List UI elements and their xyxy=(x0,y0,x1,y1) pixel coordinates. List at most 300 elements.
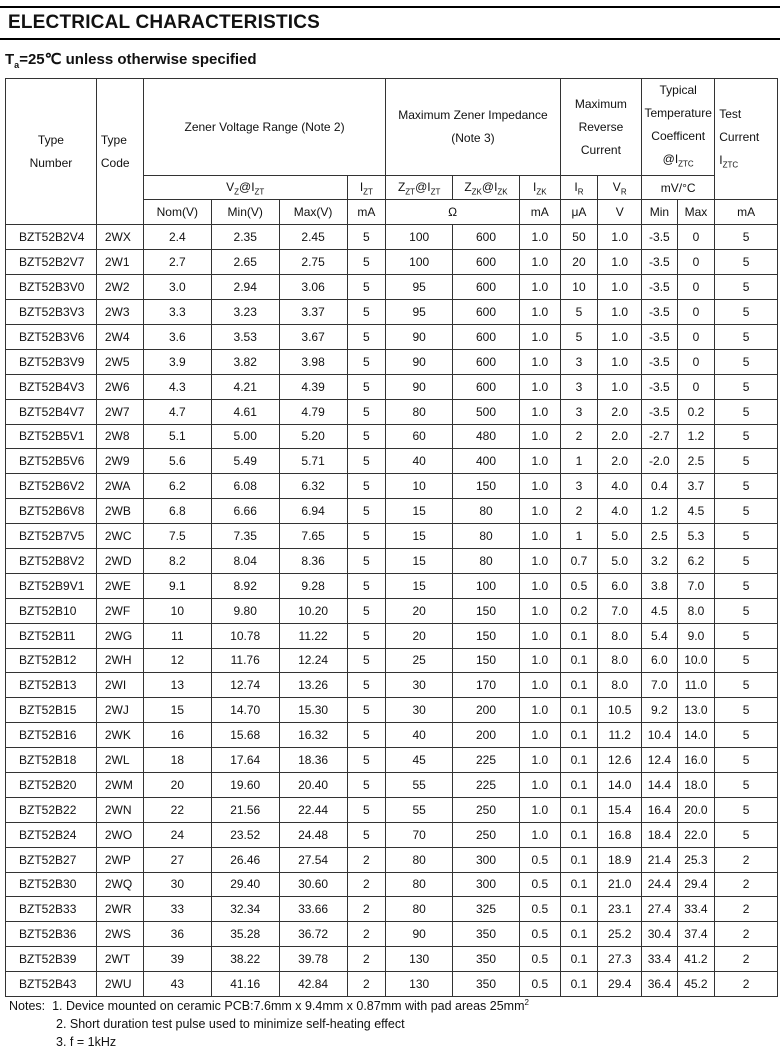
cell-zzk: 600 xyxy=(453,275,520,300)
cell-test-current: 5 xyxy=(715,623,778,648)
cell-vz-max: 15.30 xyxy=(279,698,347,723)
cell-vr: 25.2 xyxy=(598,922,642,947)
cell-type-number: BZT52B2V4 xyxy=(6,225,97,250)
cell-temp-max: 0 xyxy=(677,374,715,399)
cell-test-current: 5 xyxy=(715,474,778,499)
cell-vz-min: 17.64 xyxy=(211,748,279,773)
cell-vr: 16.8 xyxy=(598,822,642,847)
cell-temp-min: 2.5 xyxy=(642,524,678,549)
cell-vr: 5.0 xyxy=(598,524,642,549)
cell-izk: 1.0 xyxy=(519,524,560,549)
cell-ir: 3 xyxy=(560,374,598,399)
table-row xyxy=(6,847,778,872)
cell-type-number: BZT52B9V1 xyxy=(6,573,97,598)
cell-ir: 0.1 xyxy=(560,797,598,822)
cell-vz-max: 13.26 xyxy=(279,673,347,698)
cell-izt: 5 xyxy=(347,275,386,300)
table-row xyxy=(6,300,778,325)
cell-vz-max: 33.66 xyxy=(279,897,347,922)
cell-type-code: 2WX xyxy=(96,225,143,250)
cell-ir: 0.1 xyxy=(560,648,598,673)
cell-test-current: 5 xyxy=(715,673,778,698)
cell-vr: 8.0 xyxy=(598,623,642,648)
cell-temp-min: 36.4 xyxy=(642,972,678,997)
cell-izk: 1.0 xyxy=(519,748,560,773)
cell-ir: 10 xyxy=(560,275,598,300)
cell-vz-nom: 10 xyxy=(143,598,211,623)
cell-ir: 0.1 xyxy=(560,947,598,972)
cell-vz-nom: 27 xyxy=(143,847,211,872)
cell-vz-min: 8.92 xyxy=(211,573,279,598)
cell-test-current: 5 xyxy=(715,250,778,275)
cell-vz-nom: 18 xyxy=(143,748,211,773)
cell-zzk: 300 xyxy=(453,872,520,897)
cell-vz-max: 3.06 xyxy=(279,275,347,300)
cell-izk: 0.5 xyxy=(519,872,560,897)
table-row xyxy=(6,972,778,997)
cell-vr: 23.1 xyxy=(598,897,642,922)
cell-zzk: 350 xyxy=(453,922,520,947)
cell-vz-min: 38.22 xyxy=(211,947,279,972)
cell-temp-max: 29.4 xyxy=(677,872,715,897)
cell-izk: 1.0 xyxy=(519,698,560,723)
cell-ir: 20 xyxy=(560,250,598,275)
cell-vz-nom: 33 xyxy=(143,897,211,922)
cell-izt: 5 xyxy=(347,300,386,325)
cell-zzk: 600 xyxy=(453,374,520,399)
cell-temp-min: 33.4 xyxy=(642,947,678,972)
cell-test-current: 2 xyxy=(715,872,778,897)
unit-ma: mA xyxy=(347,200,386,225)
cell-zzt: 90 xyxy=(386,922,453,947)
electrical-characteristics-table xyxy=(5,78,778,997)
cell-test-current: 2 xyxy=(715,947,778,972)
cell-test-current: 5 xyxy=(715,499,778,524)
cell-vz-min: 14.70 xyxy=(211,698,279,723)
cell-test-current: 5 xyxy=(715,324,778,349)
cell-test-current: 5 xyxy=(715,698,778,723)
cell-izk: 1.0 xyxy=(519,673,560,698)
unit-v: V xyxy=(598,200,642,225)
section-title-bar xyxy=(0,6,780,40)
cell-vz-min: 4.61 xyxy=(211,399,279,424)
cell-vz-min: 6.08 xyxy=(211,474,279,499)
cell-izk: 1.0 xyxy=(519,648,560,673)
cell-vz-max: 3.67 xyxy=(279,324,347,349)
cell-zzt: 95 xyxy=(386,300,453,325)
cell-zzk: 325 xyxy=(453,897,520,922)
cell-izk: 1.0 xyxy=(519,772,560,797)
cell-zzk: 500 xyxy=(453,399,520,424)
cell-vz-nom: 39 xyxy=(143,947,211,972)
cell-temp-max: 3.7 xyxy=(677,474,715,499)
cell-vz-min: 10.78 xyxy=(211,623,279,648)
cell-test-current: 5 xyxy=(715,648,778,673)
cell-test-current: 5 xyxy=(715,723,778,748)
cell-temp-max: 25.3 xyxy=(677,847,715,872)
table-row xyxy=(6,250,778,275)
cell-zzk: 150 xyxy=(453,648,520,673)
cell-vr: 10.5 xyxy=(598,698,642,723)
param-ir: $I_R$ xyxy=(560,176,598,200)
cell-type-number: BZT52B3V9 xyxy=(6,349,97,374)
cell-ir: 5 xyxy=(560,300,598,325)
cell-type-number: BZT52B7V5 xyxy=(6,524,97,549)
note-3: 3. f = 1kHz xyxy=(56,1035,117,1050)
cell-temp-max: 20.0 xyxy=(677,797,715,822)
cell-vz-min: 12.74 xyxy=(211,673,279,698)
cell-type-number: BZT52B2V7 xyxy=(6,250,97,275)
cell-type-number: BZT52B16 xyxy=(6,723,97,748)
cell-vr: 2.0 xyxy=(598,399,642,424)
cell-type-code: 2WT xyxy=(96,947,143,972)
cell-temp-min: 0.4 xyxy=(642,474,678,499)
table-row xyxy=(6,797,778,822)
table-row xyxy=(6,897,778,922)
cell-vr: 1.0 xyxy=(598,300,642,325)
param-izk: $I_{ZK}$ xyxy=(519,176,560,200)
cell-temp-min: 30.4 xyxy=(642,922,678,947)
cell-temp-min: 5.4 xyxy=(642,623,678,648)
cell-vr: 18.9 xyxy=(598,847,642,872)
test-condition: $T_a=25℃$ unless otherwise specified xyxy=(5,51,257,70)
cell-izt: 5 xyxy=(347,374,386,399)
unit-nom: Nom(V) xyxy=(143,200,211,225)
param-zzk-at-izk: $Z_{ZK}@I_{ZK}$ xyxy=(453,176,520,200)
cell-zzk: 100 xyxy=(453,573,520,598)
cell-vz-nom: 20 xyxy=(143,772,211,797)
cell-zzk: 170 xyxy=(453,673,520,698)
cell-vz-max: 4.39 xyxy=(279,374,347,399)
cell-izt: 5 xyxy=(347,822,386,847)
cell-temp-max: 41.2 xyxy=(677,947,715,972)
cell-zzt: 30 xyxy=(386,698,453,723)
cell-vz-min: 21.56 xyxy=(211,797,279,822)
cell-zzt: 10 xyxy=(386,474,453,499)
cell-izt: 2 xyxy=(347,922,386,947)
cell-izt: 5 xyxy=(347,225,386,250)
cell-vr: 1.0 xyxy=(598,324,642,349)
cell-type-number: BZT52B36 xyxy=(6,922,97,947)
cell-zzk: 480 xyxy=(453,424,520,449)
cell-vz-max: 36.72 xyxy=(279,922,347,947)
cell-izt: 5 xyxy=(347,449,386,474)
cell-temp-max: 10.0 xyxy=(677,648,715,673)
cell-vz-min: 7.35 xyxy=(211,524,279,549)
cell-ir: 0.1 xyxy=(560,897,598,922)
cell-type-code: 2W5 xyxy=(96,349,143,374)
cell-vz-max: 7.65 xyxy=(279,524,347,549)
table-row xyxy=(6,872,778,897)
cell-zzt: 90 xyxy=(386,374,453,399)
cell-izt: 5 xyxy=(347,250,386,275)
cell-izk: 1.0 xyxy=(519,225,560,250)
cell-ir: 1 xyxy=(560,524,598,549)
cell-temp-min: 4.5 xyxy=(642,598,678,623)
cell-izk: 1.0 xyxy=(519,548,560,573)
cell-vz-min: 15.68 xyxy=(211,723,279,748)
cell-izk: 1.0 xyxy=(519,449,560,474)
cell-zzt: 130 xyxy=(386,947,453,972)
cell-temp-min: 21.4 xyxy=(642,847,678,872)
cell-vz-min: 35.28 xyxy=(211,922,279,947)
cell-temp-min: 24.4 xyxy=(642,872,678,897)
table-row xyxy=(6,349,778,374)
cell-vz-min: 29.40 xyxy=(211,872,279,897)
cell-type-number: BZT52B18 xyxy=(6,748,97,773)
col-typical-temp-coeff: Typical Temperature Coefficent $@I_{ZTC}$ xyxy=(642,79,715,176)
cell-zzt: 30 xyxy=(386,673,453,698)
table-row xyxy=(6,623,778,648)
cell-izk: 0.5 xyxy=(519,922,560,947)
cell-ir: 0.1 xyxy=(560,698,598,723)
cell-temp-min: -3.5 xyxy=(642,374,678,399)
cell-vz-max: 5.20 xyxy=(279,424,347,449)
cell-izk: 1.0 xyxy=(519,797,560,822)
cell-vz-min: 23.52 xyxy=(211,822,279,847)
cell-vz-nom: 2.4 xyxy=(143,225,211,250)
col-max-zener-impedance: Maximum Zener Impedance (Note 3) xyxy=(386,79,560,176)
cell-type-number: BZT52B8V2 xyxy=(6,548,97,573)
note-2: 2. Short duration test pulse used to minimize self-heating effect xyxy=(56,1017,405,1032)
cell-vz-max: 2.45 xyxy=(279,225,347,250)
cell-temp-min: 12.4 xyxy=(642,748,678,773)
cell-temp-max: 0 xyxy=(677,225,715,250)
cell-test-current: 2 xyxy=(715,847,778,872)
cell-temp-max: 5.3 xyxy=(677,524,715,549)
cell-vr: 1.0 xyxy=(598,374,642,399)
cell-type-number: BZT52B27 xyxy=(6,847,97,872)
cell-izk: 1.0 xyxy=(519,275,560,300)
cell-vr: 1.0 xyxy=(598,275,642,300)
cell-izt: 5 xyxy=(347,499,386,524)
cell-temp-min: 3.8 xyxy=(642,573,678,598)
cell-type-code: 2WG xyxy=(96,623,143,648)
cell-vr: 15.4 xyxy=(598,797,642,822)
cell-izt: 5 xyxy=(347,424,386,449)
cell-zzk: 300 xyxy=(453,847,520,872)
table-row xyxy=(6,324,778,349)
cell-type-code: 2W8 xyxy=(96,424,143,449)
cell-zzt: 100 xyxy=(386,225,453,250)
cell-vz-nom: 5.6 xyxy=(143,449,211,474)
cell-vr: 2.0 xyxy=(598,449,642,474)
cell-vz-nom: 12 xyxy=(143,648,211,673)
cell-test-current: 5 xyxy=(715,449,778,474)
cell-type-code: 2WI xyxy=(96,673,143,698)
cell-izk: 1.0 xyxy=(519,349,560,374)
cell-ir: 0.1 xyxy=(560,623,598,648)
cell-vz-min: 2.65 xyxy=(211,250,279,275)
cell-ir: 0.2 xyxy=(560,598,598,623)
cell-ir: 1 xyxy=(560,449,598,474)
param-zzt-at-izt: $Z_{ZT}@I_{ZT}$ xyxy=(386,176,453,200)
cell-temp-max: 0 xyxy=(677,300,715,325)
cell-vz-nom: 3.9 xyxy=(143,349,211,374)
cell-temp-max: 9.0 xyxy=(677,623,715,648)
cell-ir: 0.7 xyxy=(560,548,598,573)
cell-type-number: BZT52B33 xyxy=(6,897,97,922)
cell-zzt: 90 xyxy=(386,349,453,374)
cell-ir: 0.1 xyxy=(560,872,598,897)
col-test-current: Test Current $I_{ZTC}$ xyxy=(715,79,778,200)
cell-vz-nom: 2.7 xyxy=(143,250,211,275)
notes-label: Notes: xyxy=(9,999,46,1014)
cell-zzk: 600 xyxy=(453,225,520,250)
table-row xyxy=(6,548,778,573)
cell-zzk: 250 xyxy=(453,797,520,822)
cell-vz-min: 3.53 xyxy=(211,324,279,349)
cell-izk: 1.0 xyxy=(519,822,560,847)
cell-vr: 8.0 xyxy=(598,648,642,673)
cell-type-code: 2WQ xyxy=(96,872,143,897)
table-row xyxy=(6,772,778,797)
cell-type-number: BZT52B6V8 xyxy=(6,499,97,524)
cell-temp-min: 14.4 xyxy=(642,772,678,797)
cell-type-code: 2WP xyxy=(96,847,143,872)
cell-vz-max: 11.22 xyxy=(279,623,347,648)
cell-type-code: 2WO xyxy=(96,822,143,847)
cell-zzk: 250 xyxy=(453,822,520,847)
cell-izt: 5 xyxy=(347,399,386,424)
cell-temp-max: 0 xyxy=(677,275,715,300)
cell-vr: 27.3 xyxy=(598,947,642,972)
cell-ir: 3 xyxy=(560,399,598,424)
cell-izt: 5 xyxy=(347,623,386,648)
cell-ir: 2 xyxy=(560,424,598,449)
cell-vz-max: 39.78 xyxy=(279,947,347,972)
cell-izt: 5 xyxy=(347,573,386,598)
cell-type-number: BZT52B6V2 xyxy=(6,474,97,499)
col-type-code: Type Code xyxy=(96,79,143,225)
cell-test-current: 5 xyxy=(715,374,778,399)
cell-izk: 1.0 xyxy=(519,723,560,748)
cell-vz-min: 26.46 xyxy=(211,847,279,872)
cell-vz-max: 10.20 xyxy=(279,598,347,623)
cell-temp-min: -3.5 xyxy=(642,399,678,424)
cell-test-current: 5 xyxy=(715,598,778,623)
cell-type-number: BZT52B4V7 xyxy=(6,399,97,424)
cell-izt: 5 xyxy=(347,324,386,349)
cell-vz-nom: 4.7 xyxy=(143,399,211,424)
cell-zzk: 225 xyxy=(453,772,520,797)
cell-vz-nom: 3.3 xyxy=(143,300,211,325)
cell-vz-max: 4.79 xyxy=(279,399,347,424)
cell-vz-max: 3.37 xyxy=(279,300,347,325)
cell-vz-max: 6.94 xyxy=(279,499,347,524)
col-type-number: Type Number xyxy=(6,79,97,225)
cell-ir: 0.1 xyxy=(560,922,598,947)
cell-ir: 0.1 xyxy=(560,772,598,797)
cell-vz-nom: 22 xyxy=(143,797,211,822)
cell-type-number: BZT52B11 xyxy=(6,623,97,648)
cell-type-code: 2W1 xyxy=(96,250,143,275)
cell-vz-nom: 16 xyxy=(143,723,211,748)
param-izt: $I_{ZT}$ xyxy=(347,176,386,200)
cell-vr: 1.0 xyxy=(598,250,642,275)
cell-vz-nom: 15 xyxy=(143,698,211,723)
cell-izk: 1.0 xyxy=(519,424,560,449)
cell-temp-max: 13.0 xyxy=(677,698,715,723)
cell-test-current: 5 xyxy=(715,573,778,598)
cell-izk: 1.0 xyxy=(519,598,560,623)
cell-izk: 0.5 xyxy=(519,947,560,972)
unit-ma: mA xyxy=(519,200,560,225)
cell-type-code: 2W7 xyxy=(96,399,143,424)
cell-vr: 8.0 xyxy=(598,673,642,698)
cell-ir: 2 xyxy=(560,499,598,524)
cell-izt: 2 xyxy=(347,847,386,872)
unit-min: Min(V) xyxy=(211,200,279,225)
cell-test-current: 5 xyxy=(715,225,778,250)
cell-temp-max: 33.4 xyxy=(677,897,715,922)
cell-izt: 5 xyxy=(347,598,386,623)
cell-test-current: 5 xyxy=(715,349,778,374)
cell-zzk: 80 xyxy=(453,499,520,524)
cell-vz-max: 9.28 xyxy=(279,573,347,598)
cell-temp-min: 7.0 xyxy=(642,673,678,698)
cell-zzt: 20 xyxy=(386,623,453,648)
cell-type-number: BZT52B20 xyxy=(6,772,97,797)
cell-type-code: 2WH xyxy=(96,648,143,673)
cell-type-code: 2WA xyxy=(96,474,143,499)
cell-vz-nom: 13 xyxy=(143,673,211,698)
cell-type-code: 2WU xyxy=(96,972,143,997)
cell-temp-min: -3.5 xyxy=(642,300,678,325)
cell-temp-min: -3.5 xyxy=(642,250,678,275)
cell-type-code: 2WE xyxy=(96,573,143,598)
cell-vr: 5.0 xyxy=(598,548,642,573)
cell-zzt: 70 xyxy=(386,822,453,847)
cell-vz-min: 8.04 xyxy=(211,548,279,573)
cell-temp-min: -3.5 xyxy=(642,349,678,374)
cell-vz-nom: 6.2 xyxy=(143,474,211,499)
cell-vr: 4.0 xyxy=(598,474,642,499)
cell-vz-min: 9.80 xyxy=(211,598,279,623)
cell-vz-min: 5.49 xyxy=(211,449,279,474)
cell-izt: 5 xyxy=(347,349,386,374)
table-row xyxy=(6,374,778,399)
cell-temp-max: 2.5 xyxy=(677,449,715,474)
cell-temp-max: 4.5 xyxy=(677,499,715,524)
cell-zzk: 600 xyxy=(453,349,520,374)
cell-vz-min: 2.35 xyxy=(211,225,279,250)
cell-ir: 3 xyxy=(560,474,598,499)
cell-vz-nom: 3.6 xyxy=(143,324,211,349)
cell-vz-max: 22.44 xyxy=(279,797,347,822)
cell-temp-max: 1.2 xyxy=(677,424,715,449)
cell-type-code: 2WN xyxy=(96,797,143,822)
cell-izt: 2 xyxy=(347,897,386,922)
cell-temp-max: 6.2 xyxy=(677,548,715,573)
cell-zzk: 150 xyxy=(453,623,520,648)
cell-izk: 1.0 xyxy=(519,623,560,648)
unit-ua: μA xyxy=(560,200,598,225)
cell-izt: 5 xyxy=(347,474,386,499)
cell-vz-nom: 24 xyxy=(143,822,211,847)
cell-izt: 5 xyxy=(347,524,386,549)
unit-temp-max: Max xyxy=(677,200,715,225)
cell-vz-nom: 8.2 xyxy=(143,548,211,573)
cell-vz-max: 8.36 xyxy=(279,548,347,573)
cell-ir: 0.1 xyxy=(560,822,598,847)
cell-temp-min: 10.4 xyxy=(642,723,678,748)
cell-temp-min: -2.7 xyxy=(642,424,678,449)
cell-temp-max: 0 xyxy=(677,250,715,275)
cell-type-number: BZT52B12 xyxy=(6,648,97,673)
table-row xyxy=(6,673,778,698)
cell-temp-max: 8.0 xyxy=(677,598,715,623)
